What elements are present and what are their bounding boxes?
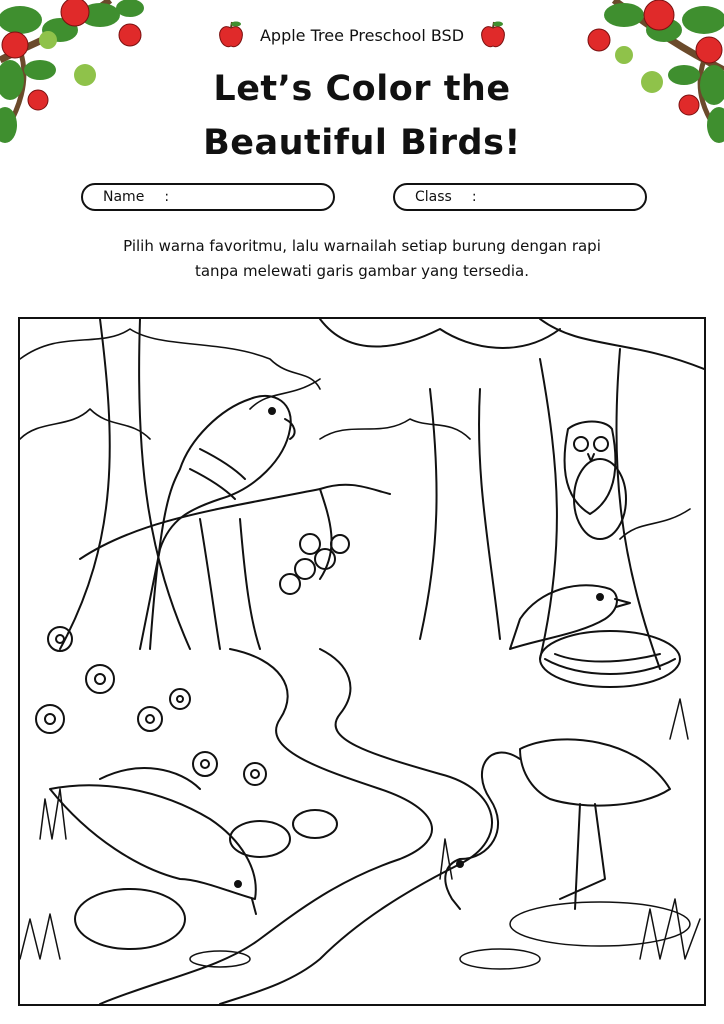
parrot-icon [140, 396, 295, 649]
name-label: Name [103, 189, 145, 205]
school-header [0, 20, 724, 50]
coloring-illustration [18, 317, 706, 1006]
class-field[interactable] [393, 183, 647, 211]
name-colon: : [164, 189, 170, 205]
title-line-2: Beautiful Birds! [203, 123, 521, 163]
flower-icon [36, 627, 266, 785]
name-field[interactable] [81, 183, 335, 211]
instructions-line-1: Pilih warna favoritmu, lalu warnailah setiap burung dengan rapi [123, 237, 601, 255]
title-line-1: Let’s Color the [213, 69, 511, 109]
instructions [62, 234, 662, 284]
stream-icon [100, 649, 492, 1004]
instructions-line-2: tanpa melewati garis gambar yang tersedia. [194, 262, 529, 280]
page-title [112, 62, 612, 170]
class-label: Class [415, 189, 452, 205]
nest-icon [540, 631, 680, 687]
class-colon: : [471, 189, 477, 205]
school-name: Apple Tree Preschool BSD [259, 25, 465, 45]
owl-icon [564, 422, 615, 515]
fruit-cluster [280, 534, 349, 594]
apple-icon [478, 20, 508, 50]
flamingo-icon [445, 739, 670, 909]
sparrow-icon [510, 585, 630, 649]
apple-icon [216, 20, 246, 50]
